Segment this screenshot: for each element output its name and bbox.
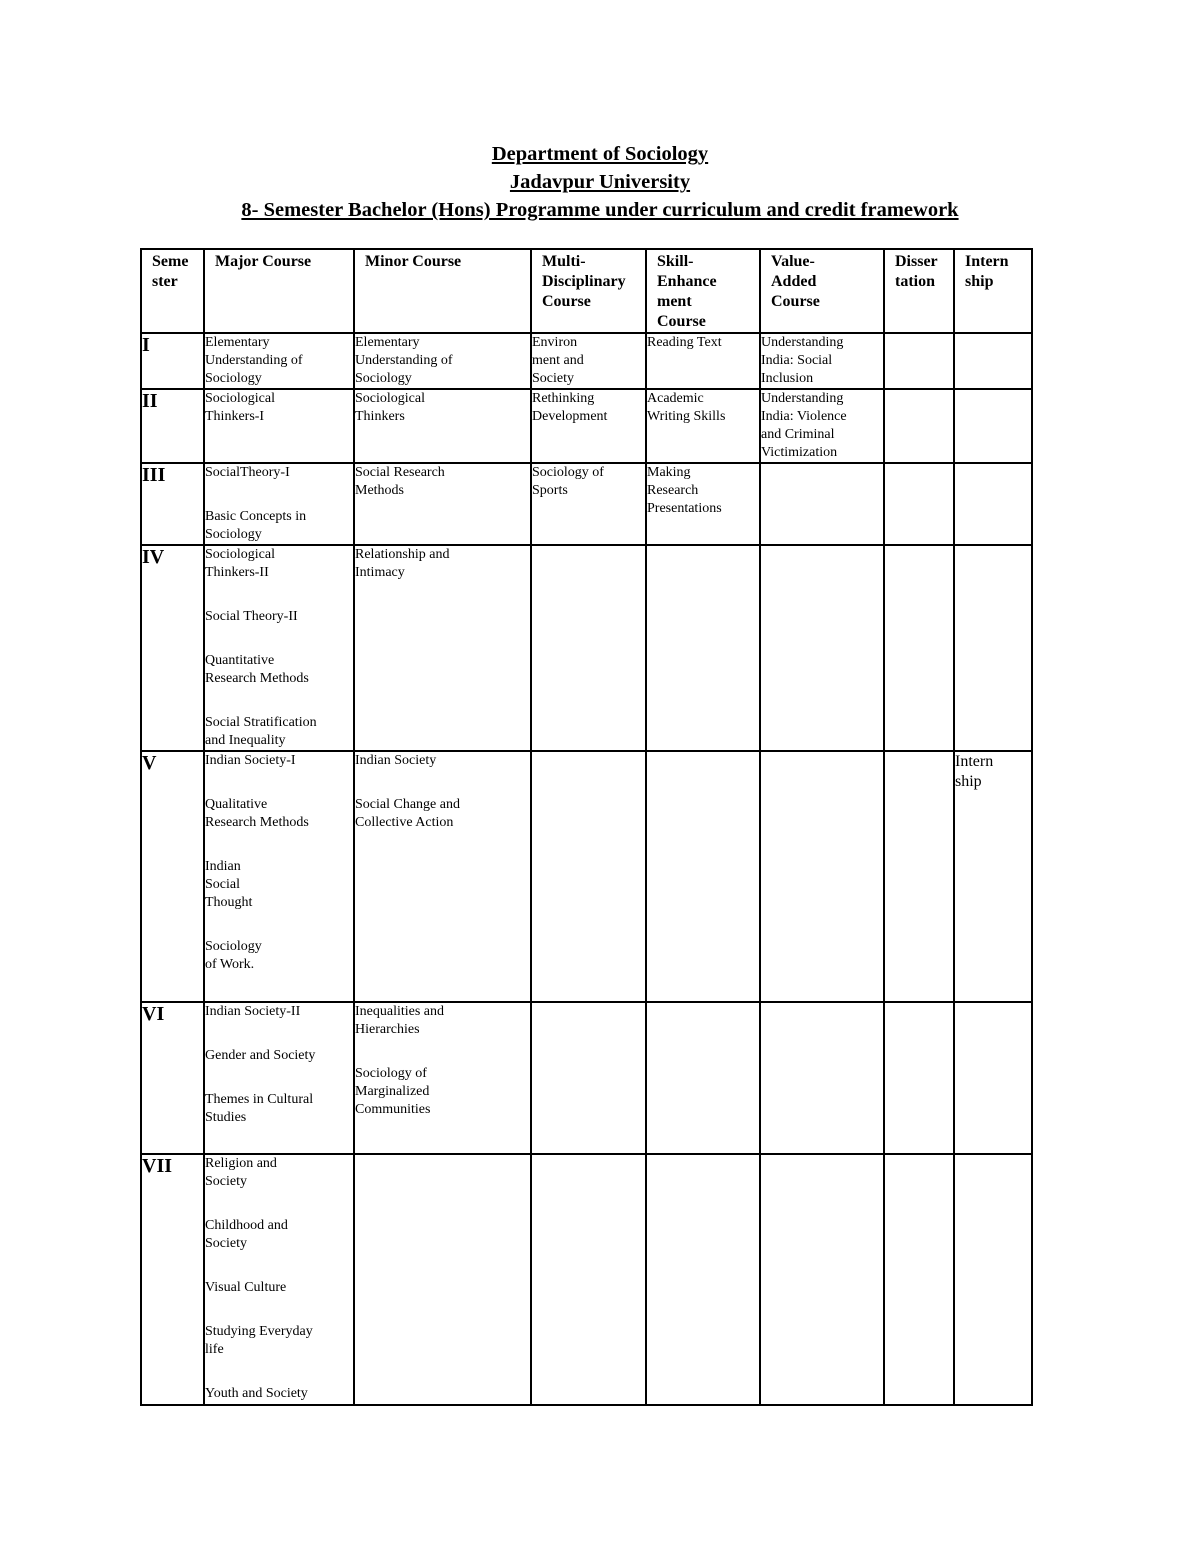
internship-cell	[954, 389, 1032, 463]
course-item: SocialTheory-I	[205, 465, 290, 480]
course-item: Reading Text	[647, 335, 722, 350]
course-item: Environ ment and Society	[532, 335, 584, 386]
value-course-cell	[760, 389, 884, 463]
course-item: Visual Culture	[205, 1280, 287, 1295]
header-semester: Seme ster	[141, 249, 204, 333]
minor-course-cell	[354, 333, 531, 389]
course-item: Youth and Society	[205, 1386, 308, 1401]
semester-cell: VII	[141, 1154, 204, 1405]
semester-row	[141, 1002, 1032, 1154]
multi-course-cell	[531, 1154, 646, 1405]
major-course-cell	[204, 751, 354, 1002]
course-item: Elementary Understanding of Sociology	[205, 335, 303, 386]
multi-course-cell	[531, 389, 646, 463]
course-item: Making Research Presentations	[647, 465, 722, 516]
course-item: Rethinking Development	[532, 391, 608, 424]
major-course-cell	[204, 1154, 354, 1405]
course-item: Sociological Thinkers-I	[205, 391, 275, 424]
minor-course-cell	[354, 389, 531, 463]
dissertation-cell	[884, 1154, 954, 1405]
curriculum-table	[140, 248, 1033, 1406]
value-course-cell	[760, 751, 884, 1002]
semester-row	[141, 463, 1032, 545]
course-item: Elementary Understanding of Sociology	[355, 335, 453, 386]
header-major-course: Major Course	[204, 249, 354, 333]
value-course-cell	[760, 333, 884, 389]
header-value-added-course: Value- Added Course	[760, 249, 884, 333]
header-internship: Intern ship	[954, 249, 1032, 333]
course-item: Gender and Society	[205, 1048, 316, 1063]
course-item: Social Stratification and Inequality	[205, 715, 317, 748]
internship-cell	[954, 1002, 1032, 1154]
minor-course-cell	[354, 751, 531, 1002]
course-item: Inequalities and Hierarchies	[355, 1004, 445, 1037]
major-course-cell	[204, 389, 354, 463]
internship-cell: Intern ship	[954, 751, 1032, 1002]
course-item: Childhood and Society	[205, 1218, 288, 1251]
multi-course-cell	[531, 463, 646, 545]
course-item: Sociological Thinkers	[355, 391, 425, 424]
skill-course-cell	[646, 751, 760, 1002]
header-row	[141, 249, 1032, 333]
internship-cell	[954, 333, 1032, 389]
course-item: Basic Concepts in Sociology	[205, 509, 307, 542]
university-title: Jadavpur University	[509, 171, 691, 193]
course-item: Indian Society	[355, 753, 437, 768]
course-item: Academic Writing Skills	[647, 391, 726, 424]
semester-row	[141, 751, 1032, 1002]
semester-cell: IV	[141, 545, 204, 751]
major-course-cell	[204, 545, 354, 751]
course-item: Religion and Society	[205, 1156, 277, 1189]
major-course-cell	[204, 1002, 354, 1154]
course-item: Qualitative Research Methods	[205, 797, 309, 830]
course-item: Sociology of Sports	[532, 465, 604, 498]
course-item: Social Research Methods	[355, 465, 445, 498]
minor-course-cell	[354, 463, 531, 545]
course-item: Relationship and Intimacy	[355, 547, 450, 580]
programme-title: 8- Semester Bachelor (Hons) Programme under curriculum and credit framework	[241, 199, 959, 221]
minor-course-cell	[354, 545, 531, 751]
course-item: Sociology of Marginalized Communities	[355, 1066, 431, 1117]
value-course-cell	[760, 1154, 884, 1405]
skill-course-cell	[646, 1002, 760, 1154]
dissertation-cell	[884, 333, 954, 389]
course-item: Social Change and Collective Action	[355, 797, 460, 830]
semester-cell: II	[141, 389, 204, 463]
department-title: Department of Sociology	[491, 143, 709, 165]
minor-course-cell	[354, 1154, 531, 1405]
course-item: Sociological Thinkers-II	[205, 547, 275, 580]
multi-course-cell	[531, 545, 646, 751]
value-course-cell	[760, 545, 884, 751]
header-skill-enhancement-course: Skill- Enhance ment Course	[646, 249, 760, 333]
skill-course-cell	[646, 389, 760, 463]
course-item: Understanding India: Violence and Criminal Victimization	[761, 391, 847, 460]
course-item: Sociology of Work.	[205, 939, 262, 972]
dissertation-cell	[884, 751, 954, 1002]
page-heading	[0, 140, 1200, 224]
semester-cell: VI	[141, 1002, 204, 1154]
dissertation-cell	[884, 545, 954, 751]
minor-course-cell	[354, 1002, 531, 1154]
course-item: Studying Everyday life	[205, 1324, 313, 1357]
course-item: Understanding India: Social Inclusion	[761, 335, 844, 386]
dissertation-cell	[884, 1002, 954, 1154]
major-course-cell	[204, 333, 354, 389]
course-item: Social Theory-II	[205, 609, 298, 624]
semester-cell: I	[141, 333, 204, 389]
skill-course-cell	[646, 1154, 760, 1405]
header-multi-disciplinary-course: Multi- Disciplinary Course	[531, 249, 646, 333]
course-item: Indian Society-I	[205, 753, 296, 768]
course-item: Quantitative Research Methods	[205, 653, 309, 686]
course-item: Themes in Cultural Studies	[205, 1092, 314, 1125]
header-dissertation: Disser tation	[884, 249, 954, 333]
multi-course-cell	[531, 1002, 646, 1154]
skill-course-cell	[646, 333, 760, 389]
dissertation-cell	[884, 389, 954, 463]
skill-course-cell	[646, 463, 760, 545]
multi-course-cell	[531, 751, 646, 1002]
header-minor-course: Minor Course	[354, 249, 531, 333]
skill-course-cell	[646, 545, 760, 751]
major-course-cell	[204, 463, 354, 545]
semester-row	[141, 1154, 1032, 1405]
internship-cell	[954, 463, 1032, 545]
semester-cell: V	[141, 751, 204, 1002]
semester-row	[141, 389, 1032, 463]
value-course-cell	[760, 1002, 884, 1154]
dissertation-cell	[884, 463, 954, 545]
semester-cell: III	[141, 463, 204, 545]
internship-cell	[954, 545, 1032, 751]
course-item: Indian Society-II	[205, 1004, 301, 1019]
semester-row	[141, 333, 1032, 389]
internship-cell	[954, 1154, 1032, 1405]
multi-course-cell	[531, 333, 646, 389]
course-item: Indian Social Thought	[205, 859, 253, 910]
value-course-cell	[760, 463, 884, 545]
semester-row	[141, 545, 1032, 751]
